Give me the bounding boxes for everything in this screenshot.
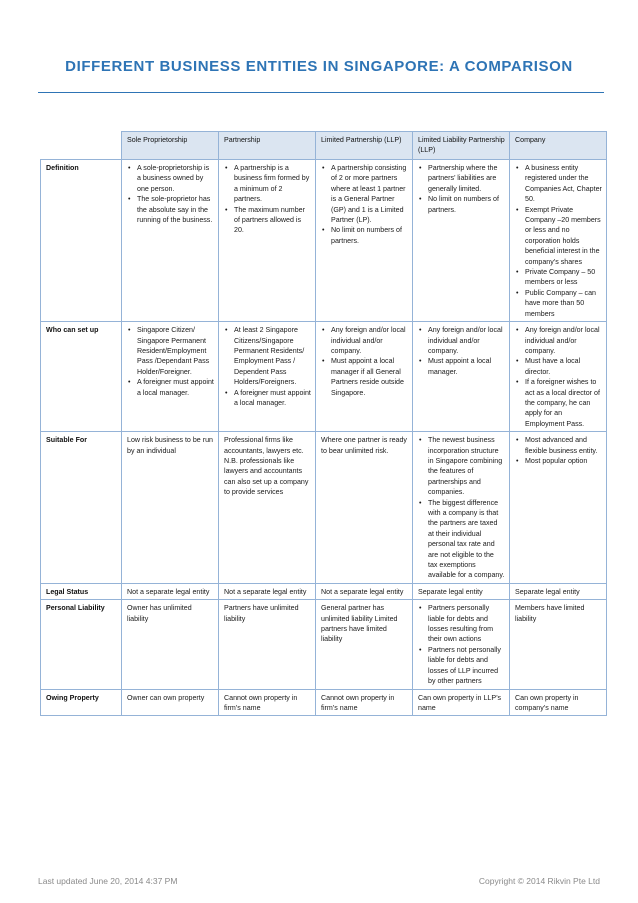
row-label: Personal Liability bbox=[41, 600, 122, 689]
bullet-list bbox=[418, 435, 505, 581]
table-cell bbox=[219, 689, 316, 716]
cell-text: Partners have unlimited liability bbox=[224, 604, 299, 623]
table-cell bbox=[510, 432, 607, 584]
row-label: Definition bbox=[41, 160, 122, 322]
table-row bbox=[41, 160, 607, 322]
bullet-item: • Any foreign and/or local individual and/or company. bbox=[515, 325, 602, 356]
bullet-item: • No limit on numbers of partners. bbox=[321, 225, 408, 246]
bullet-item: • The biggest difference with a company is that the partners are taxed at their individual personal tax rate and are not eligible to the tax exemptions available for a company. bbox=[418, 498, 505, 581]
bullet-list bbox=[515, 435, 602, 466]
cell-text: Where one partner is ready to bear unlimited risk. bbox=[321, 436, 407, 455]
cell-text: Not a separate legal entity bbox=[224, 587, 307, 596]
bullet-item: • Must appoint a local manager. bbox=[418, 356, 505, 377]
bullet-item: • Partners personally liable for debts and losses resulting from their own actions bbox=[418, 603, 505, 645]
cell-text: Can own property in company’s name bbox=[515, 693, 579, 712]
column-header: Sole Proprietorship bbox=[122, 132, 219, 160]
table-cell bbox=[316, 689, 413, 716]
bullet-list bbox=[321, 325, 408, 398]
bullet-list bbox=[515, 325, 602, 429]
row-label: Suitable For bbox=[41, 432, 122, 584]
bullet-list bbox=[418, 603, 505, 686]
table-cell bbox=[510, 583, 607, 599]
bullet-list bbox=[418, 325, 505, 377]
table-row bbox=[41, 600, 607, 689]
bullet-item: • The newest business incorporation structure in Singapore combining the features of partnerships and companies. bbox=[418, 435, 505, 497]
cell-text: Not a separate legal entity bbox=[127, 587, 210, 596]
table-row bbox=[41, 583, 607, 599]
table-cell bbox=[413, 583, 510, 599]
table-cell bbox=[413, 689, 510, 716]
table-cell bbox=[316, 160, 413, 322]
bullet-list bbox=[224, 163, 311, 236]
header-corner bbox=[41, 132, 122, 160]
bullet-item: • Most popular option bbox=[515, 456, 602, 466]
table-cell bbox=[510, 600, 607, 689]
column-header: Company bbox=[510, 132, 607, 160]
row-label: Legal Status bbox=[41, 583, 122, 599]
cell-text: Separate legal entity bbox=[418, 587, 483, 596]
cell-text: General partner has unlimited liability Limited partners have limited liability bbox=[321, 604, 398, 644]
table-cell bbox=[219, 583, 316, 599]
bullet-item: • Partners not personally liable for debts and losses of LLP incurred by other partners bbox=[418, 645, 505, 687]
cell-text: Professional firms like accountants, lawyers etc. N.B. professionals like lawyers and accountants can also set up a company to provide services bbox=[224, 436, 309, 497]
bullet-item: • Partnership where the partners’ liabilities are generally limited. bbox=[418, 163, 505, 194]
table-cell bbox=[413, 160, 510, 322]
column-header: Partnership bbox=[219, 132, 316, 160]
table-cell bbox=[122, 689, 219, 716]
table-row bbox=[41, 322, 607, 432]
bullet-item: • A partnership consisting of 2 or more partners where at least 1 partner is a General Partner (GP) and 1 is a Limited Partner (LP). bbox=[321, 163, 408, 225]
bullet-item: • A foreigner must appoint a local manager. bbox=[224, 388, 311, 409]
bullet-item: • Any foreign and/or local individual and/or company. bbox=[321, 325, 408, 356]
bullet-list bbox=[418, 163, 505, 215]
bullet-list bbox=[515, 163, 602, 319]
bullet-item: • The sole-proprietor has the absolute say in the running of the business. bbox=[127, 194, 214, 225]
bullet-list bbox=[321, 163, 408, 246]
page-title: DIFFERENT BUSINESS ENTITIES IN SINGAPORE: A COMPARISON bbox=[65, 58, 573, 75]
bullet-item: • Must appoint a local manager if all General Partners reside outside Singapore. bbox=[321, 356, 408, 398]
cell-text: Owner can own property bbox=[127, 693, 205, 702]
table-row bbox=[41, 689, 607, 716]
bullet-list bbox=[127, 163, 214, 225]
column-header: Limited Partnership (LLP) bbox=[316, 132, 413, 160]
row-label: Who can set up bbox=[41, 322, 122, 432]
table-cell bbox=[413, 432, 510, 584]
bullet-item: • Exempt Private Company –20 members or less and no corporation holds beneficial interest in the company’s shares bbox=[515, 205, 602, 267]
bullet-item: • No limit on numbers of partners. bbox=[418, 194, 505, 215]
table-header-row bbox=[41, 132, 607, 160]
bullet-item: • Most advanced and flexible business entity. bbox=[515, 435, 602, 456]
bullet-item: • Singapore Citizen/ Singapore Permanent Resident/Employment Pass /Dependant Pass Holder/Foreigner. bbox=[127, 325, 214, 377]
table-cell bbox=[122, 583, 219, 599]
table-cell bbox=[219, 160, 316, 322]
bullet-item: • At least 2 Singapore Citizens/Singapore Permanent Residents/ Employment Pass / Dependent Pass Holders/Foreigners. bbox=[224, 325, 311, 387]
cell-text: Members have limited liability bbox=[515, 604, 585, 623]
last-updated: Last updated June 20, 2014 4:37 PM bbox=[38, 876, 178, 886]
table-cell bbox=[413, 600, 510, 689]
cell-text: Low risk business to be run by an individual bbox=[127, 436, 213, 455]
table-cell bbox=[122, 160, 219, 322]
table-cell bbox=[510, 689, 607, 716]
table-cell bbox=[122, 322, 219, 432]
cell-text: Can own property in LLP’s name bbox=[418, 693, 502, 712]
bullet-item: • Must have a local director. bbox=[515, 356, 602, 377]
bullet-item: • Private Company – 50 members or less bbox=[515, 267, 602, 288]
bullet-item: • Any foreign and/or local individual and/or company. bbox=[418, 325, 505, 356]
table-cell bbox=[219, 600, 316, 689]
bullet-item: • Public Company – can have more than 50 members bbox=[515, 288, 602, 319]
table-cell bbox=[219, 432, 316, 584]
row-label: Owing Property bbox=[41, 689, 122, 716]
table-cell bbox=[219, 322, 316, 432]
table-cell bbox=[510, 160, 607, 322]
table-cell bbox=[510, 322, 607, 432]
table-cell bbox=[122, 600, 219, 689]
bullet-item: • A sole-proprietorship is a business owned by one person. bbox=[127, 163, 214, 194]
comparison-table bbox=[40, 131, 607, 716]
bullet-item: • The maximum number of partners allowed is 20. bbox=[224, 205, 311, 236]
cell-text: Owner has unlimited liability bbox=[127, 604, 192, 623]
bullet-item: • A business entity registered under the Companies Act, Chapter 50. bbox=[515, 163, 602, 205]
bullet-item: • A partnership is a business firm formed by a minimum of 2 partners. bbox=[224, 163, 311, 205]
column-header: Limited Liability Partnership (LLP) bbox=[413, 132, 510, 160]
table-cell bbox=[316, 322, 413, 432]
cell-text: Cannot own property in firm’s name bbox=[224, 693, 298, 712]
table-row bbox=[41, 432, 607, 584]
bullet-item: • A foreigner must appoint a local manager. bbox=[127, 377, 214, 398]
title-divider bbox=[38, 92, 604, 93]
bullet-item: • If a foreigner wishes to act as a local director of the company, he can apply for an Employment Pass. bbox=[515, 377, 602, 429]
table-cell bbox=[316, 583, 413, 599]
cell-text: Separate legal entity bbox=[515, 587, 580, 596]
table-cell bbox=[413, 322, 510, 432]
table-cell bbox=[122, 432, 219, 584]
table-cell bbox=[316, 432, 413, 584]
bullet-list bbox=[224, 325, 311, 408]
bullet-list bbox=[127, 325, 214, 398]
table-cell bbox=[316, 600, 413, 689]
cell-text: Cannot own property in firm’s name bbox=[321, 693, 395, 712]
cell-text: Not a separate legal entity bbox=[321, 587, 404, 596]
copyright: Copyright © 2014 Rikvin Pte Ltd bbox=[478, 876, 600, 886]
